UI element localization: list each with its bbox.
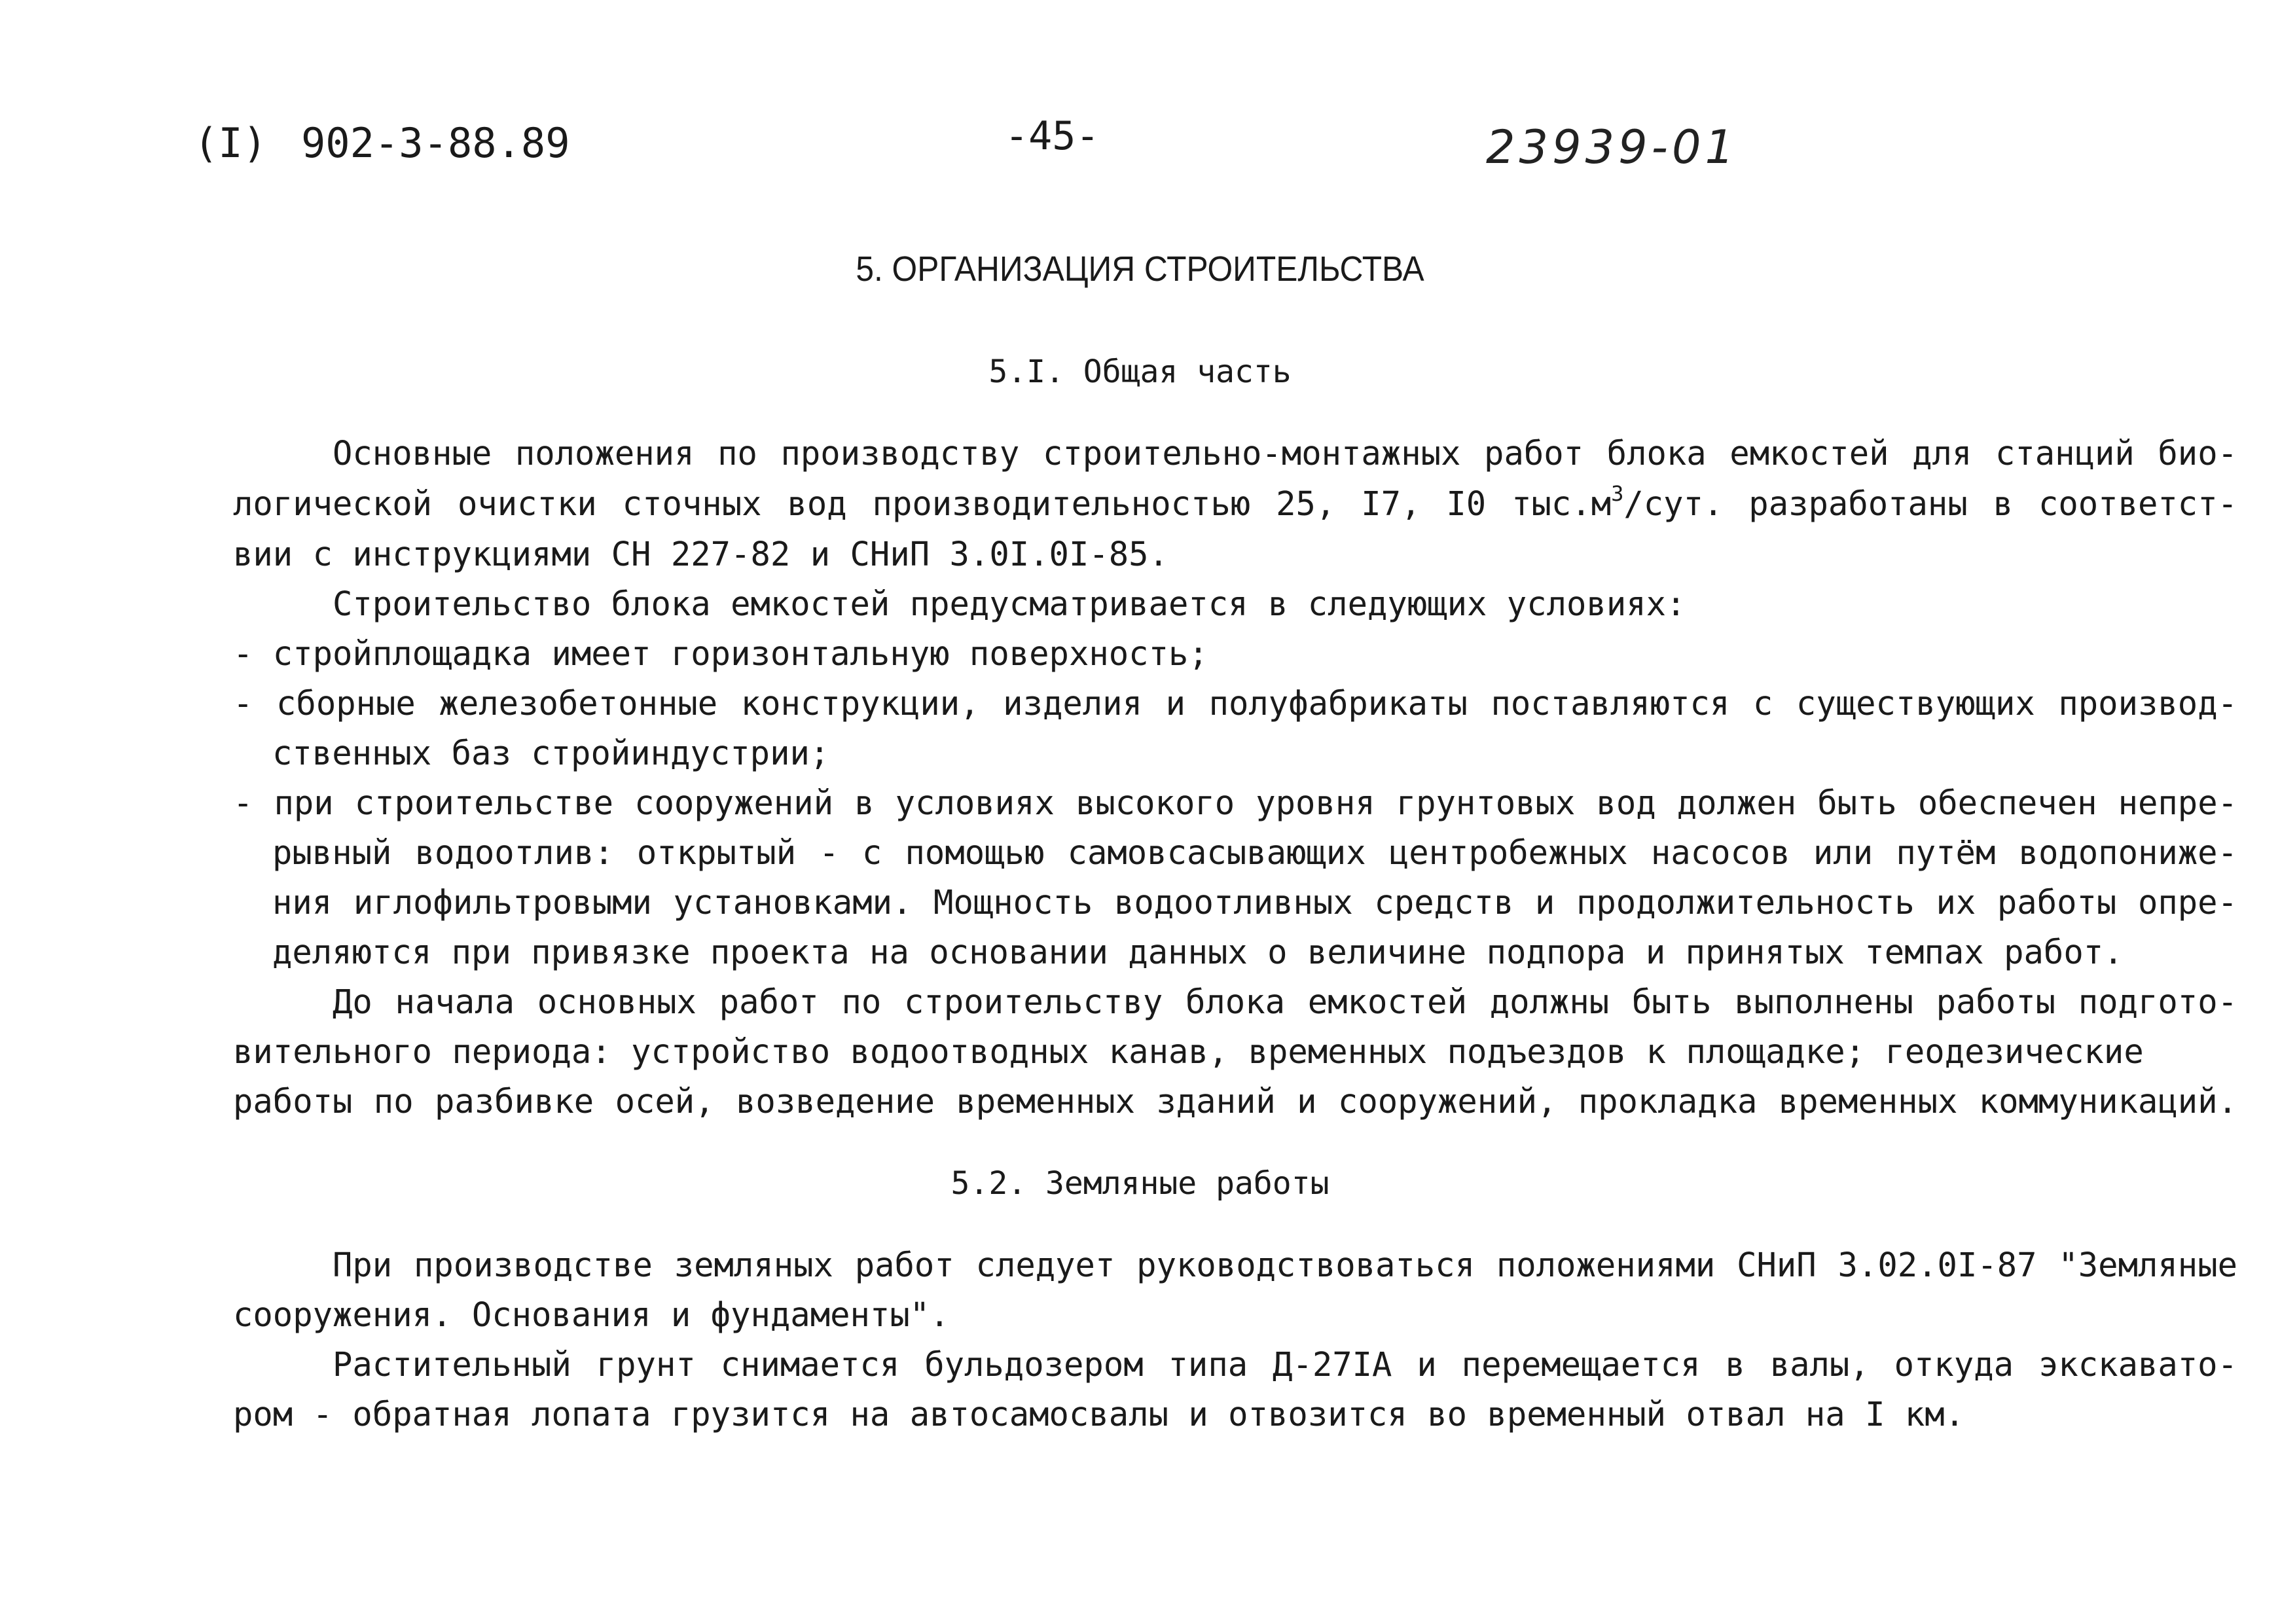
subsection-title-earthworks: 5.2. Земляные работы bbox=[950, 1165, 1330, 1202]
list-item: - стройплощадка имеет горизонтальную поверхность; bbox=[233, 634, 1208, 673]
line-text: логической очистки сточных вод производительностью 25, I7, I0 тыс.м bbox=[233, 484, 1612, 523]
paragraph-line: Основные положения по производству строительно-монтажных работ блока емкостей для станций био- bbox=[333, 434, 2237, 473]
list-item: - при строительстве сооружений в условиях высокого уровня грунтовых вод должен быть обеспечен непре- bbox=[233, 784, 2237, 822]
subsection-title-general: 5.I. Общая часть bbox=[988, 353, 1292, 390]
paragraph-line: До начала основных работ по строительству блока емкостей должны быть выполнены работы подгото- bbox=[333, 983, 2237, 1021]
list-item: - сборные железобетонные конструкции, изделия и полуфабрикаты поставляются с существующих производ- bbox=[233, 684, 2237, 723]
paragraph-line: вии с инструкциями СН 227-82 и СНиП 3.0I.0I-85. bbox=[233, 535, 1168, 573]
doc-code: 902-3-88.89 bbox=[300, 119, 570, 167]
paragraph-line: вительного периода: устройство водоотводных канав, временных подъездов к площадке; геодезические bbox=[233, 1032, 2144, 1071]
section-title: 5. ОРГАНИЗАЦИЯ СТРОИТЕЛЬСТВА bbox=[856, 249, 1424, 289]
header-doc-code-block bbox=[194, 119, 570, 167]
paragraph-line: Растительный грунт снимается бульдозером типа Д-27IА и перемещается в валы, откуда экскавато- bbox=[333, 1345, 2237, 1384]
paragraph-line: При производстве земляных работ следует руководствоваться положениями СНиП 3.02.0I-87 "Земляные bbox=[333, 1246, 2237, 1284]
list-item-continuation: деляются при привязке проекта на основании данных о величине подпора и принятых темпах работ. bbox=[272, 933, 2124, 971]
paragraph-line bbox=[233, 481, 2238, 523]
paragraph-line: ром - обратная лопата грузится на автосамосвалы и отвозится во временный отвал на I км. bbox=[233, 1395, 1965, 1434]
page-number: -45- bbox=[1005, 113, 1100, 159]
paragraph-line: сооружения. Основания и фундаменты". bbox=[233, 1295, 950, 1334]
list-item-continuation: рывный водоотлив: открытый - с помощью самовсасывающих центробежных насосов или путём водопониже- bbox=[272, 833, 2237, 872]
list-item-continuation: ственных баз стройиндустрии; bbox=[272, 734, 830, 772]
list-item-continuation: ния иглофильтровыми установками. Мощность водоотливных средств и продолжительность их работы опре- bbox=[272, 883, 2237, 922]
superscript-exponent: 3 bbox=[1611, 481, 1624, 506]
section-mark: (I) bbox=[194, 119, 267, 167]
paragraph-line: работы по разбивке осей, возведение временных зданий и сооружений, прокладка временных коммуникаций. bbox=[233, 1082, 2237, 1121]
line-text: /сут. разработаны в соответст- bbox=[1623, 484, 2238, 523]
paragraph-line: Строительство блока емкостей предусматривается в следующих условиях: bbox=[333, 585, 1686, 623]
archive-number: 23939-01 bbox=[1486, 120, 1739, 174]
